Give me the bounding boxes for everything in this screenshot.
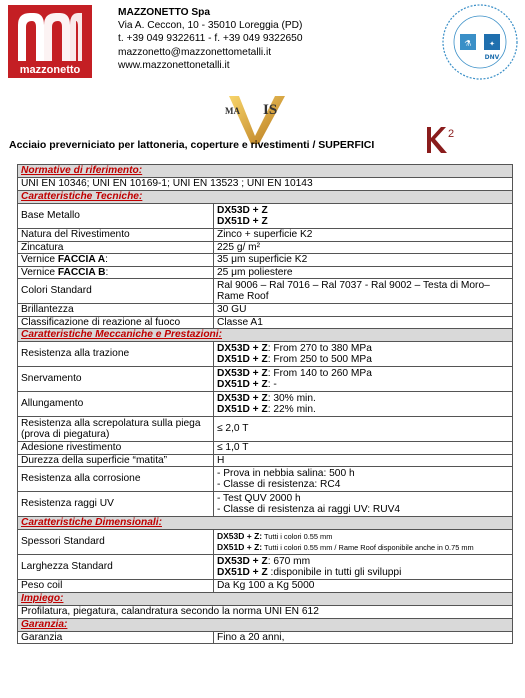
row-label: Durezza della superficie “matita” (18, 454, 214, 467)
table-row (18, 254, 513, 267)
row-value (214, 204, 513, 229)
row-label: Base Metallo (18, 204, 214, 229)
grade-label: DX53D + Z (217, 392, 268, 404)
table-row (18, 316, 513, 329)
row-value: H (214, 454, 513, 467)
table-row (18, 367, 513, 392)
row-value (214, 492, 513, 517)
grade-value: : 30% min. (267, 392, 316, 404)
grade-value: : From 250 to 500 MPa (267, 354, 372, 365)
table-row (18, 241, 513, 254)
table-row (18, 229, 513, 242)
svg-text:2: 2 (448, 128, 455, 140)
company-email[interactable]: mazzonetto@mazzonettometalli.it (118, 46, 272, 58)
grade-label: DX53D + Z (217, 555, 268, 567)
grade-value: : - (267, 379, 277, 390)
row-label: Resistenza alla corrosione (18, 467, 214, 492)
section-title-normative: Normative di riferimento: (18, 165, 513, 178)
grade-value: : 22% min. (267, 404, 316, 415)
company-info (118, 6, 302, 72)
row-label: Snervamento (18, 367, 214, 392)
table-row (18, 530, 513, 555)
section-title-garanzia: Garanzia: (18, 618, 513, 631)
k2-logo (421, 123, 457, 157)
value-line (217, 343, 509, 355)
row-label: Resistenza raggi UV (18, 492, 214, 517)
row-value: 35 μm superficie K2 (214, 254, 513, 267)
row-value (214, 555, 513, 580)
table-row (18, 580, 513, 593)
row-value: ≤ 1,0 T (214, 442, 513, 455)
company-website[interactable]: www.mazzonettonetalli.it (118, 59, 230, 71)
row-value: Ral 9006 – Ral 7016 – Ral 7037 - Ral 9002 – Testa di Moro– Rame Roof (214, 279, 513, 304)
table-row (18, 204, 513, 229)
label-part: : (105, 266, 109, 278)
row-label (18, 266, 214, 279)
table-row (18, 417, 513, 442)
section-title-dimensionali: Caratteristiche Dimensionali: (18, 517, 513, 530)
grade-label: DX51D + Z (217, 354, 268, 365)
value-line: - Classe di resistenza: RC4 (217, 479, 341, 490)
product-subtitle: Acciaio preverniciato per lattoneria, coperture e rivestimenti / SUPERFICI (9, 139, 375, 151)
label-part: Vernice (21, 266, 58, 278)
company-name: MAZZONETTO Spa (118, 7, 211, 18)
table-row (18, 605, 513, 618)
company-phone: t. +39 049 9322611 - f. +39 049 9322650 (118, 33, 303, 45)
value-line (217, 531, 509, 543)
row-label: Peso coil (18, 580, 214, 593)
row-value (214, 467, 513, 492)
grade-value: :disponibile in tutti gli sviluppi (267, 567, 402, 578)
value-line (217, 368, 509, 380)
logo-wordmark: mazzonetto (19, 64, 81, 76)
row-label: Resistenza alla screpolatura sulla piega (prova di piegatura) (18, 417, 214, 442)
grade-value: Tutti i colori 0.55 mm / Rame Roof disponibile anche in 0.75 mm (262, 543, 474, 552)
svg-text:✦: ✦ (489, 40, 495, 48)
section-row (18, 165, 513, 178)
row-value: Fino a 20 anni, (214, 631, 513, 644)
value-line (217, 354, 509, 366)
value-line: DX51D + Z (217, 216, 268, 227)
mazzonetto-logo (8, 5, 92, 78)
row-value (214, 530, 513, 555)
grade-value: : From 140 to 260 MPa (267, 367, 372, 379)
table-row (18, 467, 513, 492)
section-title-tecniche: Caratteristiche Tecniche: (18, 191, 513, 204)
grade-value: : 670 mm (267, 555, 311, 567)
grade-label: DX51D + Z (217, 379, 268, 390)
row-label: Natura del Rivestimento (18, 229, 214, 242)
section-row (18, 517, 513, 530)
row-value (214, 392, 513, 417)
row-label: Allungamento (18, 392, 214, 417)
spec-table (17, 164, 513, 644)
grade-label: DX51D + Z: (217, 542, 263, 552)
table-row (18, 492, 513, 517)
row-label: Larghezza Standard (18, 555, 214, 580)
table-row (18, 342, 513, 367)
value-line (217, 404, 509, 416)
svg-text:⚗: ⚗ (464, 39, 472, 48)
table-row (18, 555, 513, 580)
value-line (217, 393, 509, 405)
row-value: 25 μm poliestere (214, 266, 513, 279)
row-label: Brillantezza (18, 304, 214, 317)
section-row (18, 592, 513, 605)
section-title-meccaniche: Caratteristiche Meccaniche e Prestazioni: (18, 329, 513, 342)
value-line (217, 542, 509, 554)
row-label: Colori Standard (18, 279, 214, 304)
table-row (18, 178, 513, 191)
row-value: Zinco + superficie K2 (214, 229, 513, 242)
grade-value: : From 270 to 380 MPa (267, 342, 372, 354)
table-row (18, 304, 513, 317)
section-title-impiego: Impiego: (18, 592, 513, 605)
table-row (18, 454, 513, 467)
row-label: Adesione rivestimento (18, 442, 214, 455)
label-part: Vernice (21, 254, 58, 265)
row-label: Garanzia (18, 631, 214, 644)
grade-value: Tutti i colori 0.55 mm (262, 531, 333, 541)
row-label: Classificazione di reazione al fuoco (18, 316, 214, 329)
row-value (214, 342, 513, 367)
grade-label: DX53D + Z: (217, 530, 263, 541)
table-row (18, 631, 513, 644)
grade-label: DX53D + Z (217, 367, 268, 379)
letterhead (0, 0, 525, 90)
label-bold: FACCIA B (57, 266, 106, 278)
label-bold: FACCIA A (57, 254, 106, 265)
table-row (18, 392, 513, 417)
row-label: Resistenza alla trazione (18, 342, 214, 367)
normative-text: UNI EN 10346; UNI EN 10169-1; UNI EN 13523 ; UNI EN 10143 (18, 178, 513, 191)
grade-label: DX51D + Z (217, 567, 268, 578)
section-row (18, 618, 513, 631)
section-row (18, 191, 513, 204)
table-row (18, 279, 513, 304)
grade-label: DX53D + Z (217, 342, 268, 354)
svg-text:IS: IS (263, 102, 278, 118)
table-row (18, 442, 513, 455)
value-line: - Classe di resistenza ai raggi UV: RUV4 (217, 504, 401, 515)
value-line: - Prova in nebbia salina: 500 h (217, 467, 355, 479)
certification-seal-icon (440, 2, 520, 82)
row-value: Da Kg 100 a Kg 5000 (214, 580, 513, 593)
value-line (217, 556, 509, 568)
certification-seal (440, 2, 520, 82)
svg-text:DNV: DNV (484, 54, 500, 61)
value-line (217, 379, 509, 391)
row-label (18, 254, 214, 267)
impiego-text: Profilatura, piegatura, calandratura secondo la norma UNI EN 612 (18, 605, 513, 618)
row-value: Classe A1 (214, 316, 513, 329)
mazzonetto-m-icon (8, 5, 92, 65)
row-label: Zincatura (18, 241, 214, 254)
value-line: - Test QUV 2000 h (217, 492, 301, 504)
section-row (18, 329, 513, 342)
company-address: Via A. Ceccon, 10 - 35010 Loreggia (PD) (118, 20, 303, 32)
row-value: 225 g/ m² (214, 241, 513, 254)
k2-icon (421, 123, 457, 157)
row-value (214, 367, 513, 392)
label-part: : (105, 254, 109, 265)
row-label: Spessori Standard (18, 530, 214, 555)
row-value: ≤ 2,0 T (214, 417, 513, 442)
grade-label: DX51D + Z (217, 404, 268, 415)
value-line (217, 567, 509, 579)
value-line: DX53D + Z (217, 204, 268, 216)
row-value: 30 GU (214, 304, 513, 317)
svg-text:MA: MA (225, 106, 240, 116)
table-row (18, 266, 513, 279)
